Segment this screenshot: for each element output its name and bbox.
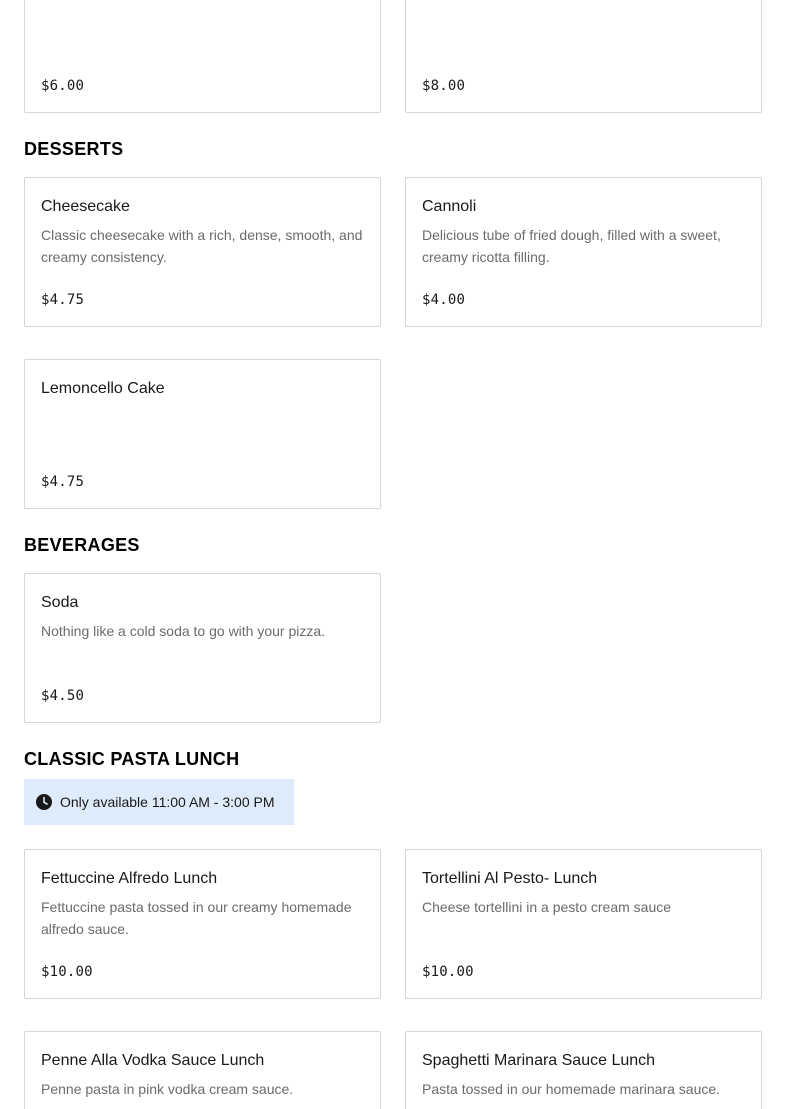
menu-item-name: Cheesecake <box>41 198 130 215</box>
availability-text: Only available 11:00 AM - 3:00 PM <box>60 794 275 810</box>
menu-item-price: $4.50 <box>41 688 85 704</box>
section-title-desserts: DESSERTS <box>24 139 124 159</box>
menu-item-price: $4.75 <box>41 292 85 308</box>
menu-item-card[interactable] <box>24 1031 381 1109</box>
menu-item-description: Fettuccine pasta tossed in our creamy homemade alfredo sauce. <box>41 899 352 937</box>
menu-item-description: Nothing like a cold soda to go with your pizza. <box>41 623 326 639</box>
menu-item-card[interactable] <box>24 849 381 999</box>
menu-item-card[interactable] <box>24 177 381 327</box>
menu-item-price: $4.00 <box>422 292 466 308</box>
menu-item-name: Fettuccine Alfredo Lunch <box>41 870 218 887</box>
menu-item-description: Cheese tortellini in a pesto cream sauce <box>422 899 672 915</box>
menu-item-description: Penne pasta in pink vodka cream sauce. <box>41 1081 294 1097</box>
menu-item-price: $6.00 <box>41 78 85 94</box>
availability-banner <box>24 779 294 825</box>
menu-item-name: Tortellini Al Pesto- Lunch <box>422 870 598 887</box>
menu-item-name: Cannoli <box>422 198 477 215</box>
menu-item-description: Classic cheesecake with a rich, dense, smooth, and creamy consistency. <box>41 227 363 265</box>
menu-item-card[interactable] <box>24 573 381 723</box>
section-title-beverages: BEVERAGES <box>24 535 140 555</box>
menu-item-price: $10.00 <box>41 964 93 980</box>
menu-item-price: $8.00 <box>422 78 466 94</box>
menu-item-card[interactable] <box>405 177 762 327</box>
menu-item-name: Lemoncello Cake <box>41 380 165 397</box>
menu-item-name: Penne Alla Vodka Sauce Lunch <box>41 1052 265 1069</box>
menu-item-price: $10.00 <box>422 964 474 980</box>
menu-item-name: Spaghetti Marinara Sauce Lunch <box>422 1052 656 1069</box>
menu-item-description: Delicious tube of fried dough, filled with a sweet, creamy ricotta filling. <box>422 227 721 265</box>
menu-item-description: Pasta tossed in our homemade marinara sauce. <box>422 1081 721 1097</box>
section-title-pasta-lunch: CLASSIC PASTA LUNCH <box>24 749 240 769</box>
menu-item-card[interactable] <box>24 0 381 113</box>
menu-item-card[interactable] <box>24 359 381 509</box>
menu-item-name: Soda <box>41 594 79 611</box>
menu-item-card[interactable] <box>405 1031 762 1109</box>
menu-item-card[interactable] <box>405 0 762 113</box>
menu-item-card[interactable] <box>405 849 762 999</box>
clock-icon <box>36 794 52 810</box>
menu-item-price: $4.75 <box>41 474 85 490</box>
